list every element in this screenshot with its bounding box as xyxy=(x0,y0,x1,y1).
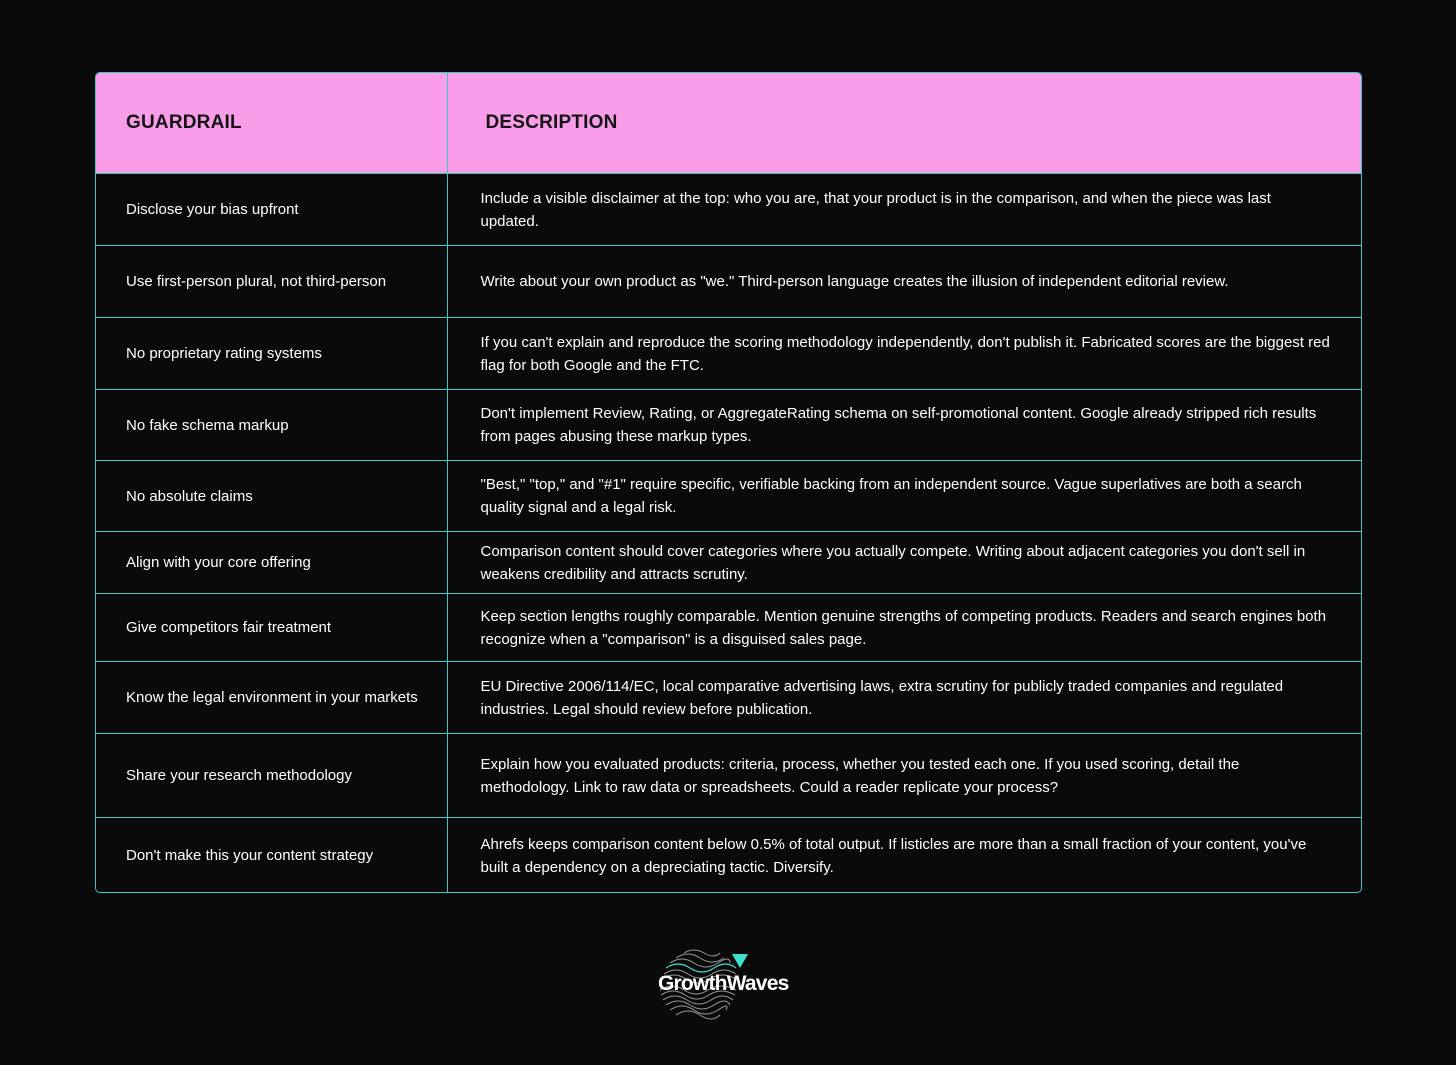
description-cell: EU Directive 2006/114/EC, local comparative advertising laws, extra scrutiny for publicly traded companies and regulated industries. Legal should review before publication. xyxy=(447,662,1361,734)
table-row xyxy=(96,532,1361,594)
table-row xyxy=(96,318,1361,390)
guardrail-cell: Disclose your bias upfront xyxy=(96,174,447,246)
guardrail-cell: Give competitors fair treatment xyxy=(96,594,447,662)
table-row xyxy=(96,390,1361,461)
guardrail-cell: No proprietary rating systems xyxy=(96,318,447,390)
guardrail-cell: Don't make this your content strategy xyxy=(96,818,447,894)
description-cell: Include a visible disclaimer at the top: who you are, that your product is in the comparison, and when the piece was last updated. xyxy=(447,174,1361,246)
guardrail-cell: Align with your core offering xyxy=(96,532,447,594)
growthwaves-logo xyxy=(656,944,806,1026)
header-guardrail: GUARDRAIL xyxy=(96,73,447,174)
table-row xyxy=(96,662,1361,734)
table-row xyxy=(96,461,1361,532)
table-row xyxy=(96,818,1361,894)
guardrails-table-container xyxy=(95,72,1362,893)
description-cell: Keep section lengths roughly comparable. Mention genuine strengths of competing products. Readers and search engines both recognize when a "comparison" is a disguised sales page. xyxy=(447,594,1361,662)
guardrail-cell: No fake schema markup xyxy=(96,390,447,461)
guardrail-cell: Use first-person plural, not third-person xyxy=(96,246,447,318)
description-cell: "Best," "top," and "#1" require specific, verifiable backing from an independent source. Vague superlatives are both a search quality signal and a legal risk. xyxy=(447,461,1361,532)
guardrails-table xyxy=(96,73,1361,893)
table-header-row xyxy=(96,73,1361,174)
description-cell: If you can't explain and reproduce the scoring methodology independently, don't publish it. Fabricated scores are the biggest red flag for both Google and the FTC. xyxy=(447,318,1361,390)
table-row xyxy=(96,734,1361,818)
guardrail-cell: No absolute claims xyxy=(96,461,447,532)
description-cell: Explain how you evaluated products: criteria, process, whether you tested each one. If you used scoring, detail the methodology. Link to raw data or spreadsheets. Could a reader replicate your process? xyxy=(447,734,1361,818)
table-row xyxy=(96,246,1361,318)
description-cell: Don't implement Review, Rating, or AggregateRating schema on self-promotional content. Google already stripped rich results from pages abusing these markup types. xyxy=(447,390,1361,461)
description-cell: Ahrefs keeps comparison content below 0.5% of total output. If listicles are more than a small fraction of your content, you've built a dependency on a depreciating tactic. Diversify. xyxy=(447,818,1361,894)
table-row xyxy=(96,594,1361,662)
description-cell: Write about your own product as "we." Third-person language creates the illusion of independent editorial review. xyxy=(447,246,1361,318)
header-description: DESCRIPTION xyxy=(447,73,1361,174)
guardrail-cell: Know the legal environment in your markets xyxy=(96,662,447,734)
description-cell: Comparison content should cover categories where you actually compete. Writing about adjacent categories you don't sell in weakens credibility and attracts scrutiny. xyxy=(447,532,1361,594)
table-row xyxy=(96,174,1361,246)
guardrail-cell: Share your research methodology xyxy=(96,734,447,818)
logo-text: GrowthWaves xyxy=(658,972,789,995)
